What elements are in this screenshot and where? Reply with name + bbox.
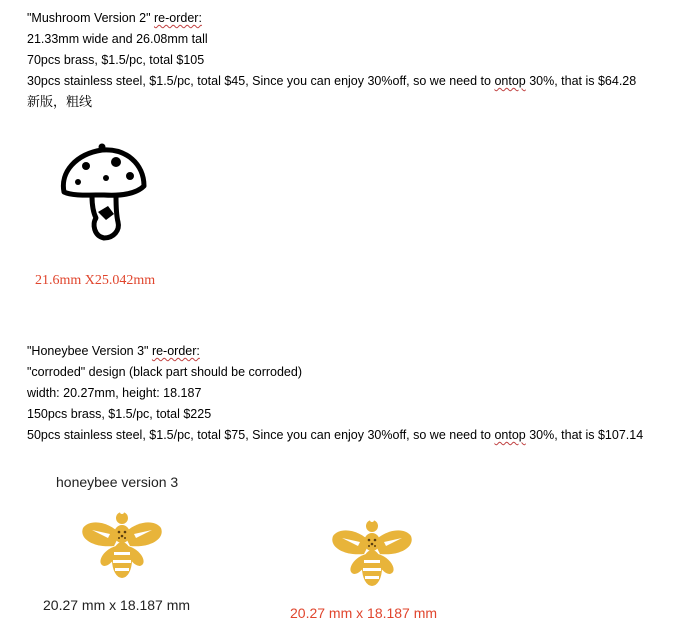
honeybee-title: "Honeybee Version 3" re-order: <box>27 344 200 358</box>
honeybee-brass-line: 150pcs brass, $1.5/pc, total $225 <box>27 407 212 421</box>
mushroom-image <box>58 142 150 244</box>
honeybee-steel-line: 50pcs stainless steel, $1.5/pc, total $75, Since you can enjoy 30%off, so we need to ontop 30%, that is $107.14 <box>27 428 644 442</box>
mushroom-title <box>27 10 202 26</box>
mushroom-title-text: "Mushroom Version 2" <box>27 11 154 25</box>
honeybee-image-title: honeybee version 3 <box>56 474 179 490</box>
mushroom-reorder-text: re-order: <box>153 11 202 25</box>
honeybee-image-right <box>330 516 414 590</box>
mushroom-brass-line: 70pcs brass, $1.5/pc, total $105 <box>27 53 205 67</box>
mushroom-steel-line: 30pcs stainless steel, $1.5/pc, total $45, Since you can enjoy 30%off, so we need to ontop 30%, that is $64.28 <box>27 74 637 88</box>
mushroom-note-chinese: 新版，粗线 <box>27 94 93 109</box>
honeybee-dimensions: width: 20.27mm, height: 18.187 <box>27 386 202 400</box>
mushroom-dimensions: 21.33mm wide and 26.08mm tall <box>27 32 208 46</box>
honeybee-design-note: "corroded" design (black part should be corroded) <box>27 365 302 379</box>
mushroom-size-label: 21.6mm X25.042mm <box>35 273 156 288</box>
honeybee-image-left <box>80 508 164 582</box>
honeybee-caption-left: 20.27 mm x 18.187 mm <box>43 597 191 613</box>
honeybee-caption-right: 20.27 mm x 18.187 mm <box>290 605 438 621</box>
